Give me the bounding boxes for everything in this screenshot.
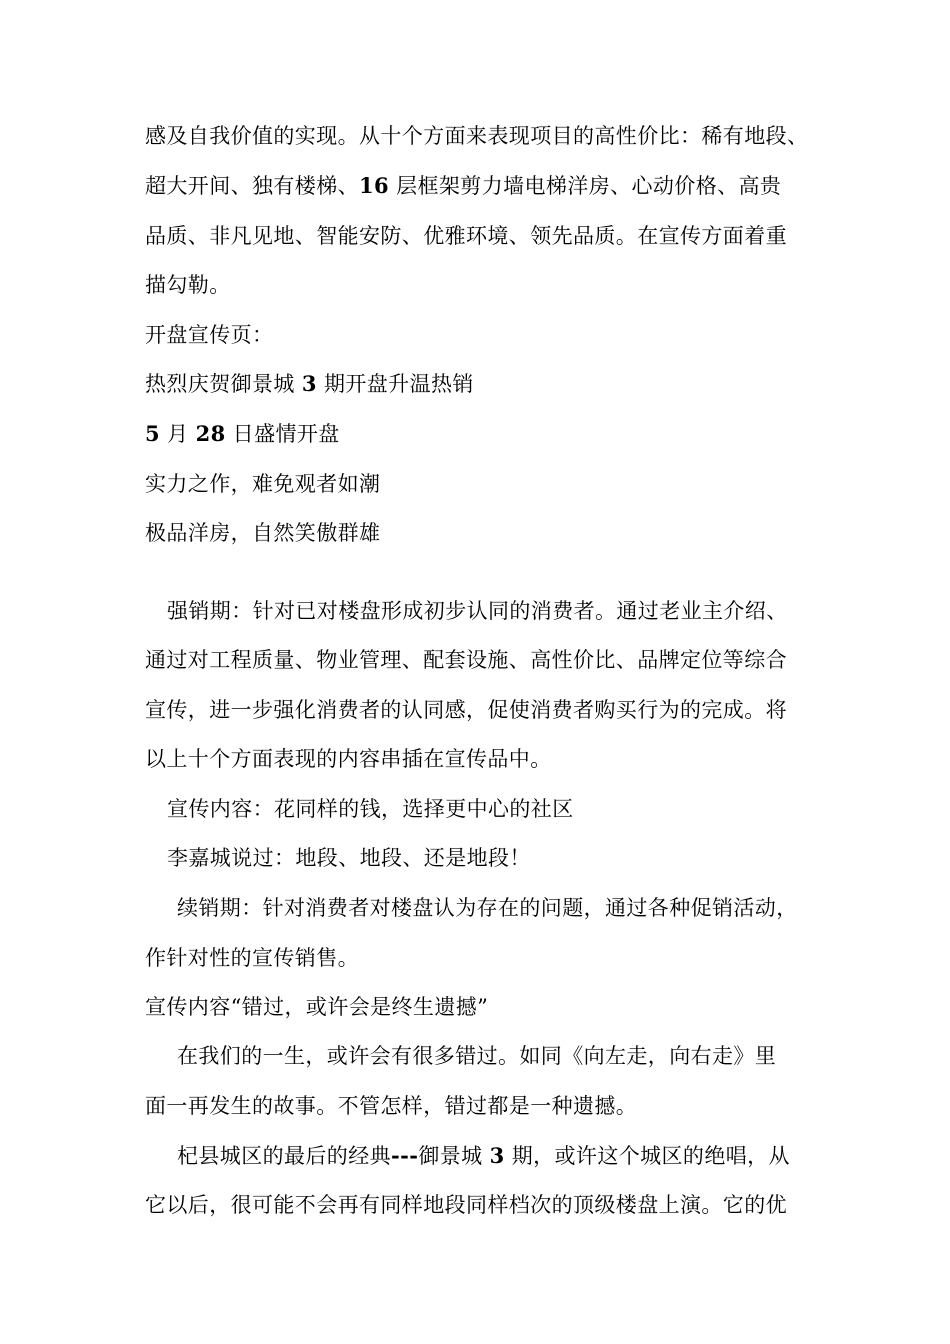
paragraph-line: 杞县城区的最后的经典---御景城 3 期，或许这个城区的绝唱，从: [177, 1143, 790, 1168]
slogan-line: 极品洋房，自然笑傲群雄: [145, 521, 381, 545]
paragraph-line: 宣传内容：花同样的钱，选择更中心的社区: [167, 797, 574, 821]
paragraph-line: 描勾勒。: [145, 273, 231, 297]
paragraph-line: 宣传内容“错过，或许会是终生遗撼”: [145, 995, 489, 1019]
paragraph-line: 宣传，进一步强化消费者的认同感，促使消费者购买行为的完成。将: [145, 698, 787, 722]
slogan-line: 热烈庆贺御景城 3 期开盘升温热销: [145, 371, 474, 396]
paragraph-line: 它以后，很可能不会再有同样地段同样档次的顶级楼盘上演。它的优: [145, 1193, 787, 1217]
paragraph-line: 在我们的一生，或许会有很多错过。如同《向左走，向右走》里: [177, 1044, 777, 1068]
paragraph-line: 强销期：针对已对楼盘形成初步认同的消费者。通过老业主介绍、: [167, 599, 788, 623]
section-label: 开盘宣传页：: [145, 323, 274, 347]
paragraph-line: 李嘉城说过：地段、地段、还是地段！: [167, 846, 531, 870]
paragraph-line: 感及自我价值的实现。从十个方面来表现项目的高性价比：稀有地段、: [145, 124, 809, 148]
paragraph-line: 通过对工程质量、物业管理、配套设施、高性价比、品牌定位等综合: [145, 648, 787, 672]
paragraph-line: 超大开间、独有楼梯、16 层框架剪力墙电梯洋房、心动价格、高贵: [145, 173, 782, 198]
paragraph-line: 面一再发生的故事。不管怎样，错过都是一种遗撼。: [145, 1094, 638, 1118]
paragraph-line: 续销期：针对消费者对楼盘认为存在的问题，通过各种促销活动，: [177, 896, 798, 920]
slogan-line: 5 月 28 日盛情开盘: [145, 421, 340, 446]
paragraph-line: 作针对性的宣传销售。: [145, 946, 359, 970]
paragraph-line: 品质、非凡见地、智能安防、优雅环境、领先品质。在宣传方面着重: [145, 224, 787, 248]
paragraph-line: 以上十个方面表现的内容串插在宣传品中。: [145, 747, 552, 771]
slogan-line: 实力之作，难免观者如潮: [145, 472, 381, 496]
